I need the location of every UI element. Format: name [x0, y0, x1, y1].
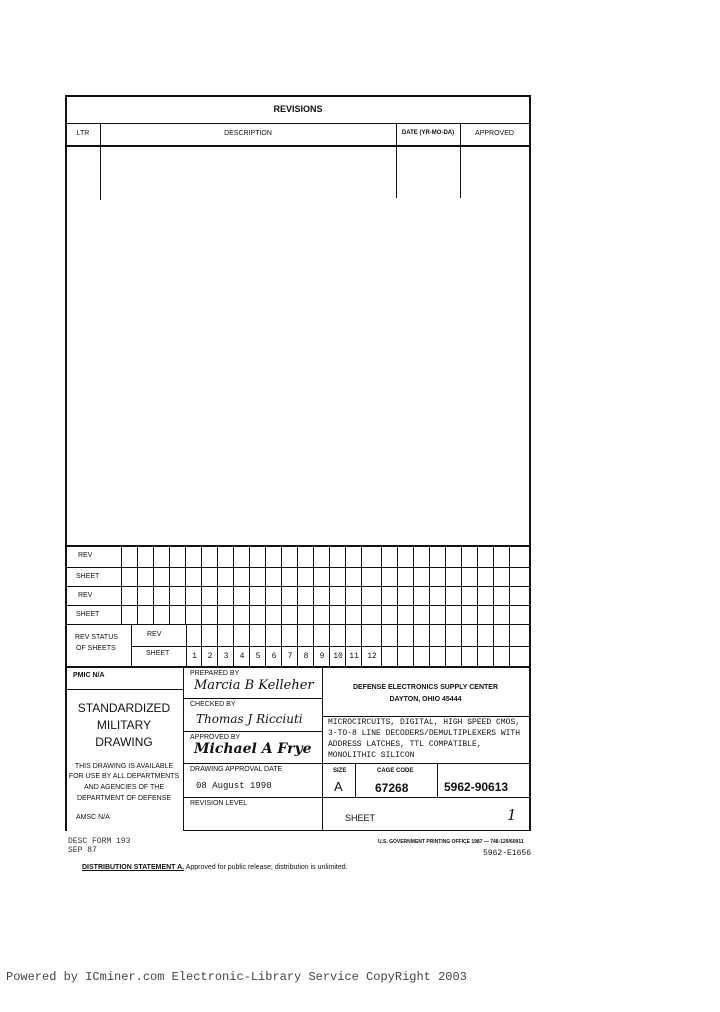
prepared-by-label: PREPARED BY [190, 670, 240, 677]
grid-rev-2: REV [78, 592, 93, 599]
avail-4: DEPARTMENT OF DEFENSE [76, 795, 172, 802]
avail-2: FOR USE BY ALL DEPARTMENTS [68, 773, 180, 780]
revision-level-label: REVISION LEVEL [190, 800, 248, 807]
doc-code: 5962-E1656 [483, 849, 532, 858]
gpo-imprint: U.S. GOVERNMENT PRINTING OFFICE 1987 — 748-129/60911 [378, 839, 524, 845]
agency-line2: DAYTON, OHIO 45444 [389, 696, 462, 703]
title-line3: ADDRESS LATCHES, TTL COMPATIBLE, [328, 740, 482, 749]
form-line1: DESC FORM 193 [68, 837, 131, 846]
grid-sheet-2: SHEET [76, 611, 100, 618]
checked-by-label: CHECKED BY [190, 701, 236, 708]
grid-sheet-1: SHEET [76, 573, 100, 580]
size-value: A [334, 779, 343, 794]
sheet-number: 2 [207, 652, 213, 661]
pmic: PMIC N/A [73, 672, 105, 679]
std-line1: STANDARDIZED [77, 701, 171, 715]
revisions-title: REVISIONS [273, 104, 323, 114]
checked-by-signature: Thomas J Ricciuti [196, 712, 303, 726]
cage-value: 67268 [375, 781, 409, 795]
approval-date: 08 August 1990 [196, 781, 272, 791]
sheet-number: 6 [271, 652, 277, 661]
approved-by-signature: Michael A Frye [194, 741, 312, 757]
grid-rev-1: REV [78, 552, 93, 559]
size-label: SIZE [333, 768, 347, 774]
col-date: DATE (YR-MO-DA) [401, 130, 455, 136]
drawing-number: 5962-90613 [444, 780, 509, 794]
rev-status-rev: REV [147, 631, 162, 638]
approval-date-label: DRAWING APPROVAL DATE [190, 766, 283, 773]
title-line4: MONOLITHIC SILICON [328, 751, 415, 760]
sheet-value: 1 [507, 806, 517, 824]
sheet-number: 5 [255, 652, 261, 661]
rev-status-sheet: SHEET [146, 650, 170, 657]
title-line1: MICROCIRCUITS, DIGITAL, HIGH SPEED CMOS, [328, 718, 521, 727]
std-line3: DRAWING [95, 735, 153, 749]
title-line2: 3-TO-8 LINE DECODERS/DEMULTIPLEXERS WITH [328, 729, 521, 738]
avail-3: AND AGENCIES OF THE [84, 784, 164, 791]
cage-label: CAGE CODE [377, 768, 414, 774]
col-description: DESCRIPTION [224, 130, 272, 137]
rev-status-label-1: REV STATUS [75, 634, 118, 641]
approved-by-label: APPROVED BY [190, 734, 241, 741]
footer-copyright: Powered by ICminer.com Electronic-Library Service CopyRight 2003 [6, 970, 467, 984]
sheet-number: 8 [303, 652, 309, 661]
sheet-number: 4 [239, 652, 245, 661]
avail-1: THIS DRAWING IS AVAILABLE [74, 763, 174, 770]
sheet-number: 12 [367, 652, 377, 661]
distribution-statement [82, 864, 348, 871]
col-approved: APPROVED [475, 130, 514, 137]
agency-line1: DEFENSE ELECTRONICS SUPPLY CENTER [352, 684, 499, 691]
col-ltr: LTR [76, 130, 90, 137]
rev-status-label-2: OF SHEETS [76, 645, 116, 652]
distribution-label: DISTRIBUTION STATEMENT A. [82, 864, 185, 871]
sheet-number: 9 [319, 652, 325, 661]
distribution-text: Approved for public release; distribution is unlimited. [185, 864, 348, 871]
sheet-number: 7 [287, 652, 293, 661]
sheet-number: 10 [333, 652, 343, 661]
sheet-number: 3 [223, 652, 229, 661]
sheet-number: 1 [192, 652, 197, 661]
prepared-by-signature: Marcia B Kelleher [194, 678, 314, 693]
sheet-label: SHEET [345, 813, 376, 823]
std-line2: MILITARY [96, 718, 152, 732]
amsc: AMSC N/A [76, 814, 110, 821]
form-line2: SEP 87 [68, 846, 97, 855]
sheet-number: 11 [349, 652, 359, 661]
